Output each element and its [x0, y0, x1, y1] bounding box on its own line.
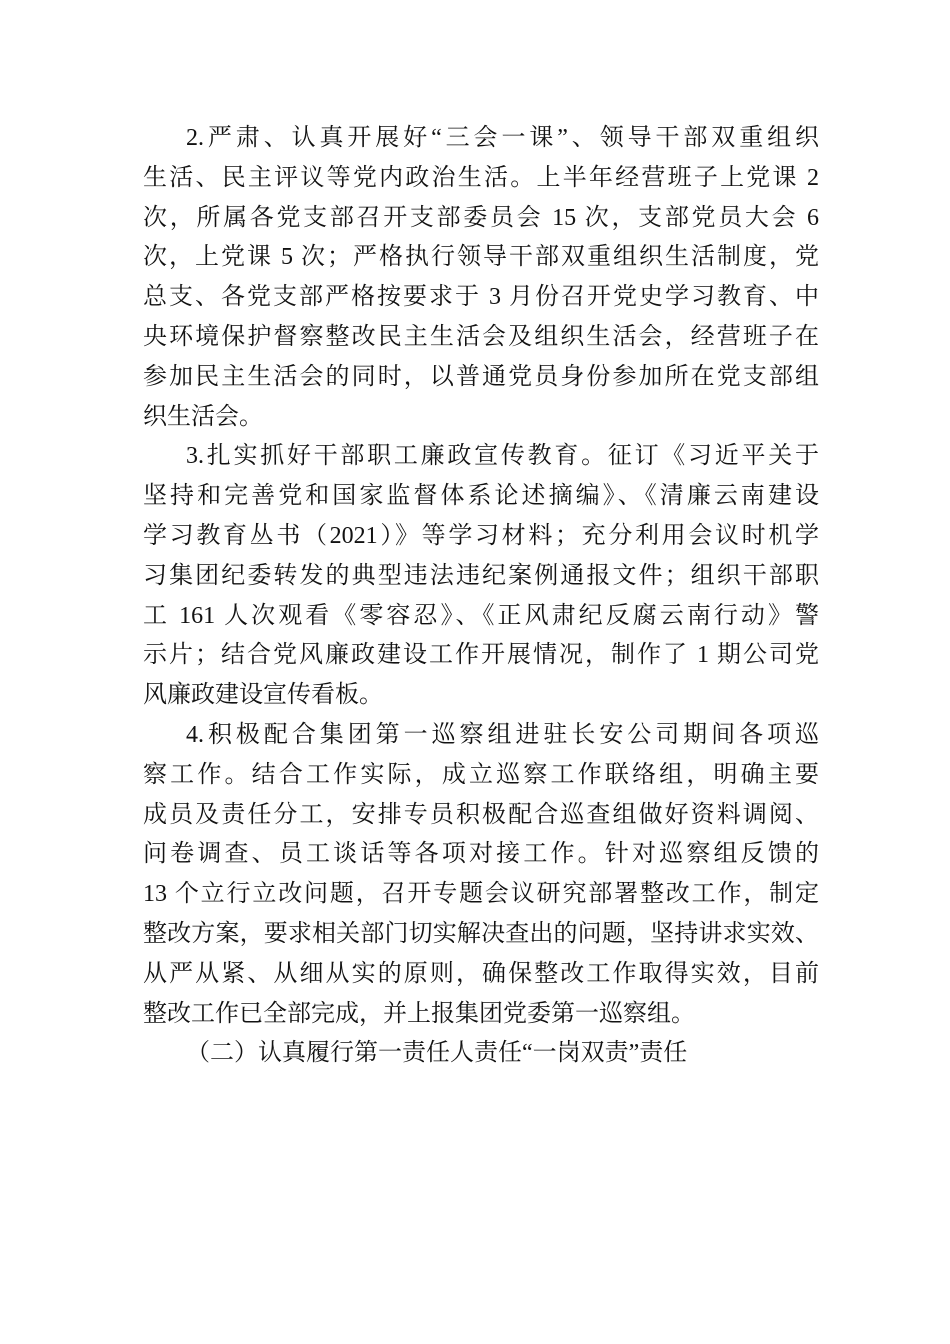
text-line: 织生活会。 — [143, 403, 263, 430]
text-line: 学习教育丛书（2021）》等学习材料；充分利用会议时机学 — [143, 522, 819, 549]
text-line: 4.积极配合集团第一巡察组进驻长安公司期间各项巡 — [186, 721, 819, 748]
text-line: 成员及责任分工，安排专员积极配合巡查组做好资料调阅、 — [143, 801, 819, 828]
text-line: 示片；结合党风廉政建设工作开展情况，制作了 1 期公司党 — [143, 642, 819, 669]
paragraph-item-2 — [143, 119, 819, 437]
section-heading-2 — [143, 1034, 819, 1074]
text-line: 2.严肃、认真开展好“三会一课”、领导干部双重组织 — [186, 125, 819, 151]
paragraph-item-3 — [143, 437, 819, 716]
text-line: 次，上党课 5 次；严格执行领导干部双重组织生活制度，党 — [143, 244, 819, 271]
text-line: 央环境保护督察整改民主生活会及组织生活会，经营班子在 — [143, 323, 819, 350]
text-line: 13 个立行立改问题，召开专题会议研究部署整改工作，制定 — [143, 881, 819, 908]
text-line: 整改工作已全部完成，并上报集团党委第一巡察组。 — [143, 1000, 695, 1027]
text-line: 生活、民主评议等党内政治生活。上半年经营班子上党课 2 — [143, 164, 819, 191]
text-line: 从严从紧、从细从实的原则，确保整改工作取得实效，目前 — [143, 960, 819, 987]
text-line: 察工作。结合工作实际，成立巡察工作联络组，明确主要 — [143, 761, 819, 788]
text-line: 风廉政建设宣传看板。 — [143, 682, 383, 709]
text-line: 问卷调查、员工谈话等各项对接工作。针对巡察组反馈的 — [143, 841, 819, 868]
text-line: 工 161 人次观看《零容忍》、《正风肃纪反腐云南行动》警 — [143, 602, 819, 629]
document-text — [143, 119, 819, 1074]
text-line: 参加民主生活会的同时，以普通党员身份参加所在党支部组 — [143, 363, 819, 390]
text-line: 整改方案，要求相关部门切实解决查出的问题，坚持讲求实效、 — [143, 920, 819, 947]
section-heading-line: （二）认真履行第一责任人责任“一岗双责”责任 — [186, 1040, 688, 1067]
text-line: 3.扎实抓好干部职工廉政宣传教育。征订《习近平关于 — [186, 443, 819, 470]
text-line: 习集团纪委转发的典型违法违纪案例通报文件；组织干部职 — [143, 562, 819, 589]
text-line: 坚持和完善党和国家监督体系论述摘编》、《清廉云南建设 — [143, 483, 819, 510]
paragraph-item-4 — [143, 716, 819, 1034]
text-line: 总支、各党支部严格按要求于 3 月份召开党史学习教育、中 — [143, 284, 819, 311]
text-line: 次，所属各党支部召开支部委员会 15 次，支部党员大会 6 — [143, 204, 819, 231]
